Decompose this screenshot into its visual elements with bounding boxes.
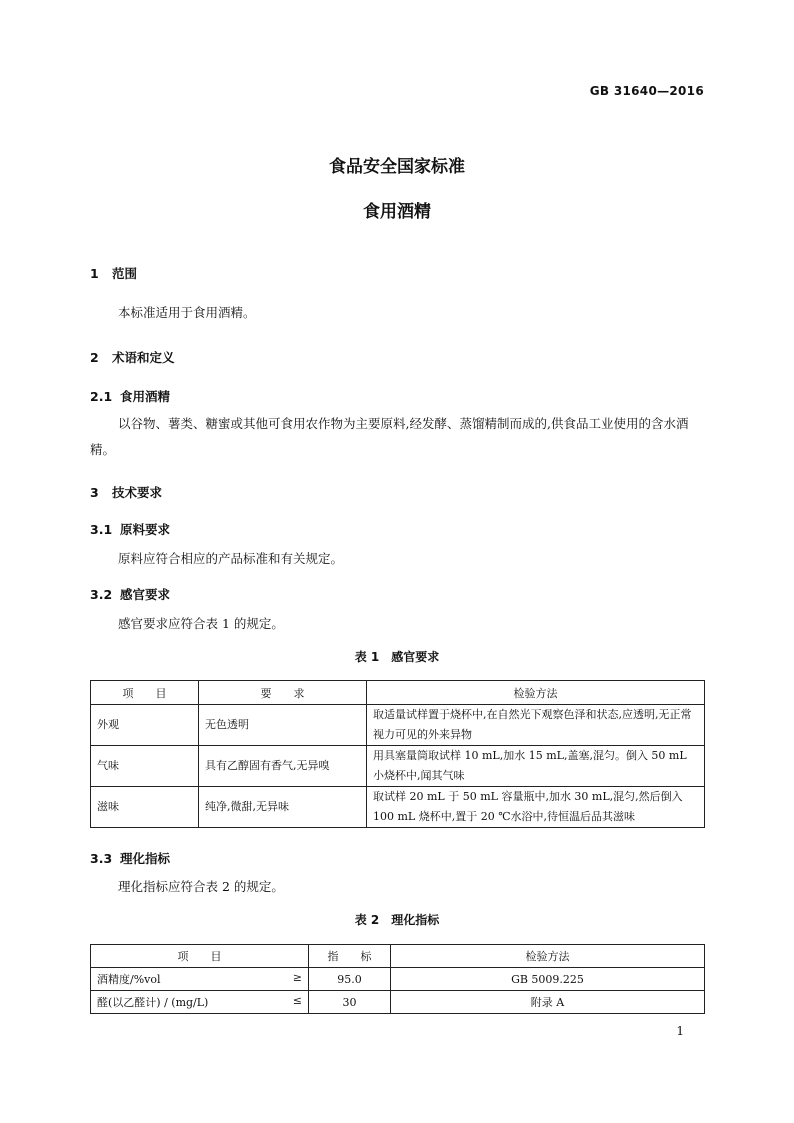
table-header-row — [91, 681, 705, 705]
section-number: 3.3 — [90, 851, 113, 866]
section-3-2-text: 感官要求应符合表 1 的规定。 — [118, 616, 284, 631]
section-3-1-heading — [90, 520, 170, 538]
section-title: 术语和定义 — [112, 350, 175, 365]
table-row — [91, 991, 705, 1014]
comparison-symbol: ≤ — [292, 994, 302, 1007]
table-cell: 滋味 — [91, 787, 199, 828]
table-cell: 取试样 20 mL 于 50 mL 容量瓶中,加水 30 mL,混匀,然后倒入 100 mL 烧杯中,置于 20 ℃水浴中,待恒温后品其滋味 — [367, 787, 705, 828]
column-header: 项 目 — [91, 945, 309, 968]
document-title: 食品安全国家标准 — [329, 157, 465, 177]
section-title: 原料要求 — [120, 522, 171, 537]
section-number: 2.1 — [90, 389, 113, 404]
section-3-3-text: 理化指标应符合表 2 的规定。 — [118, 879, 284, 894]
section-1-text: 本标准适用于食用酒精。 — [118, 305, 256, 320]
table-header-row — [91, 945, 705, 968]
table-cell: 纯净,微甜,无异味 — [199, 787, 367, 828]
section-number: 3.1 — [90, 522, 113, 537]
table-cell — [91, 991, 309, 1014]
table-cell: 95.0 — [309, 968, 391, 991]
table-cell — [91, 968, 309, 991]
section-title: 食用酒精 — [120, 389, 171, 404]
section-number: 2 — [90, 350, 99, 365]
section-number: 1 — [90, 266, 99, 281]
standard-code: GB 31640—2016 — [589, 84, 704, 98]
sensory-requirements-table — [90, 680, 705, 828]
table-cell: 外观 — [91, 705, 199, 746]
table-cell: 附录 A — [391, 991, 705, 1014]
physicochemical-indicators-table — [90, 944, 705, 1014]
item-name: 醛(以乙醛计) / (mg/L) — [97, 996, 209, 1009]
section-title: 技术要求 — [112, 485, 163, 500]
table-cell: 用具塞量筒取试样 10 mL,加水 15 mL,盖塞,混匀。倒入 50 mL 小烧杯中,闻其气味 — [367, 746, 705, 787]
table-2-caption: 表 2 理化指标 — [354, 913, 440, 927]
section-number: 3 — [90, 485, 99, 500]
document-subtitle: 食用酒精 — [363, 202, 431, 222]
table-cell: 气味 — [91, 746, 199, 787]
column-header: 检验方法 — [367, 681, 705, 705]
section-2-heading — [90, 348, 175, 366]
table-cell: 无色透明 — [199, 705, 367, 746]
table-row — [91, 968, 705, 991]
page-number: 1 — [676, 1024, 684, 1038]
table-cell: 30 — [309, 991, 391, 1014]
section-2-1-heading — [90, 387, 170, 405]
table-1-caption: 表 1 感官要求 — [354, 650, 440, 664]
table-cell: 具有乙醇固有香气,无异嗅 — [199, 746, 367, 787]
section-1-heading — [90, 264, 137, 282]
section-3-3-heading — [90, 849, 170, 867]
section-2-1-text: 以谷物、薯类、糖蜜或其他可食用农作物为主要原料,经发酵、蒸馏精制而成的,供食品工业使用的含水酒精。 — [90, 416, 689, 457]
section-3-2-heading — [90, 585, 170, 603]
table-row — [91, 746, 705, 787]
column-header: 指 标 — [309, 945, 391, 968]
section-title: 理化指标 — [120, 851, 171, 866]
comparison-symbol: ≥ — [292, 971, 302, 984]
table-cell: 取适量试样置于烧杯中,在自然光下观察色泽和状态,应透明,无正常视力可见的外来异物 — [367, 705, 705, 746]
table-row — [91, 787, 705, 828]
column-header: 项 目 — [91, 681, 199, 705]
section-title: 感官要求 — [120, 587, 171, 602]
section-3-heading — [90, 483, 162, 501]
column-header: 检验方法 — [391, 945, 705, 968]
section-3-1-text: 原料应符合相应的产品标准和有关规定。 — [118, 551, 344, 566]
column-header: 要 求 — [199, 681, 367, 705]
section-title: 范围 — [112, 266, 138, 281]
table-cell: GB 5009.225 — [391, 968, 705, 991]
item-name: 酒精度/%vol — [97, 973, 161, 986]
table-row — [91, 705, 705, 746]
section-number: 3.2 — [90, 587, 113, 602]
